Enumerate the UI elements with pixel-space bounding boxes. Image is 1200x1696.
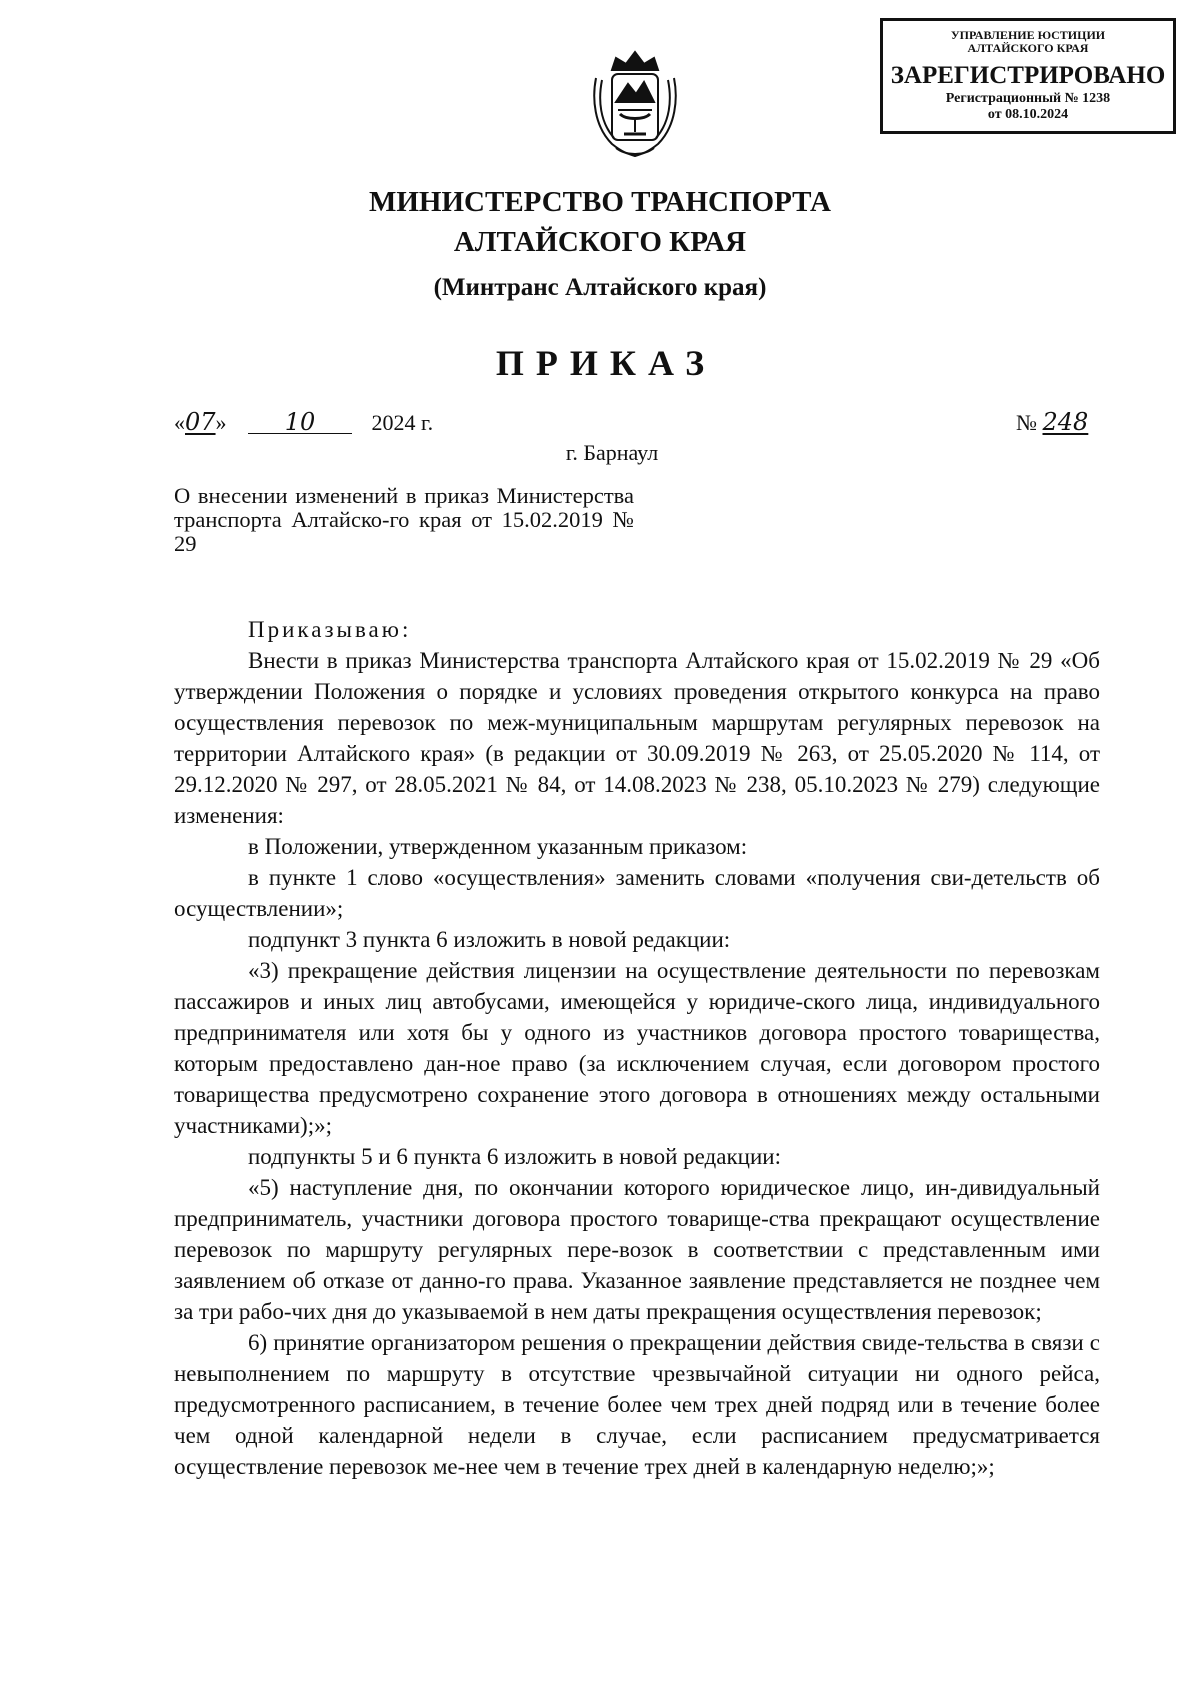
document-type-title: ПРИКАЗ — [495, 343, 717, 383]
stamp-status: ЗАРЕГИСТРИРОВАНО — [890, 62, 1166, 89]
number-value: 248 — [1042, 408, 1089, 436]
stamp-authority-line1: УПРАВЛЕНИЕ ЮСТИЦИИ — [950, 28, 1106, 42]
date-close-quote: » — [215, 410, 227, 435]
order-number — [1016, 408, 1088, 436]
order-subject: О внесении изменений в приказ Министерства транспорта Алтайско-го края от 15.02.2019 № 29 — [174, 483, 634, 556]
body-paragraph: «5) наступление дня, по окончании которого юридическое лицо, ин-дивидуальный предприниматель, участники договора простого товарище-ства прекращают осуществление перевозок по маршруту регулярных пере-возок в соответствии с представленным ими заявлением об отказе от данно-го права. Указанное заявление представляется не позднее чем за три рабо-чих дня до указываемой в нем даты прекращения осуществления перевозок; — [174, 1175, 1100, 1324]
ministry-name-line2: АЛТАЙСКОГО КРАЯ — [453, 226, 747, 258]
ministry-name-line1: МИНИСТЕРСТВО ТРАНСПОРТА — [369, 186, 831, 218]
body-paragraph: «3) прекращение действия лицензии на осуществление деятельности по перевозкам пассажиров и иных лиц автобусами, имеющейся у юридиче-ского лица, индивидуального предпринимателя или хотя бы у одного из участников договора простого товарищества, которым предоставлено дан-ное право (за исключением случая, если договором простого товарищества предусмотрено сохранение этого договора в отношениях между остальными участниками);»; — [174, 958, 1100, 1138]
stamp-authority-line2: АЛТАЙСКОГО КРАЯ — [967, 41, 1089, 55]
order-body — [174, 614, 1100, 1482]
body-paragraph: в пункте 1 слово «осуществления» заменить словами «получения сви-детельств об осуществлении»; — [174, 865, 1100, 921]
body-paragraph: подпункты 5 и 6 пункта 6 изложить в новой редакции: — [248, 1144, 781, 1169]
coat-of-arms-emblem — [582, 48, 688, 160]
body-paragraph: подпункт 3 пункта 6 изложить в новой редакции: — [248, 927, 731, 952]
order-date — [174, 408, 433, 436]
body-paragraph: 6) принятие организатором решения о прекращении действия свиде-тельства в связи с невыполнением по маршруту в отсутствие чрезвычайной ситуации ни одного рейса, предусмотренного расписанием, в течение более чем трех дней подряд или в течение более чем одной календарной недели в случае, если расписанием предусматривается осуществление перевозок ме-нее чем в течение трех дней в календарную неделю;»; — [174, 1330, 1100, 1479]
ministry-abbreviation: (Минтранс Алтайского края) — [433, 274, 767, 301]
stamp-reg-date: от 08.10.2024 — [987, 107, 1069, 122]
date-day: 07 — [185, 408, 216, 436]
date-open-quote: « — [174, 410, 185, 435]
body-paragraph: Внести в приказ Министерства транспорта Алтайского края от 15.02.2019 № 29 «Об утверждении Положения о порядке и условиях проведения открытого конкурса на право осуществления перевозок по меж-муниципальным маршрутам регулярных перевозок на территории Алтайского края» (в редакции от 30.09.2019 № 263, от 25.05.2020 № 114, от 29.12.2020 № 297, от 28.05.2021 № 84, от 14.08.2023 № 238, 05.10.2023 № 279) следующие изменения: — [174, 648, 1100, 828]
date-year: 2024 г. — [371, 410, 434, 435]
city: г. Барнаул — [565, 440, 659, 465]
date-month: 10 — [248, 411, 352, 434]
order-directive: Приказываю: — [248, 617, 412, 642]
stamp-reg-number: Регистрационный № 1238 — [945, 91, 1111, 106]
number-sign: № — [1016, 410, 1037, 435]
registration-stamp — [880, 18, 1176, 134]
body-paragraph: в Положении, утвержденном указанным приказом: — [248, 834, 748, 859]
